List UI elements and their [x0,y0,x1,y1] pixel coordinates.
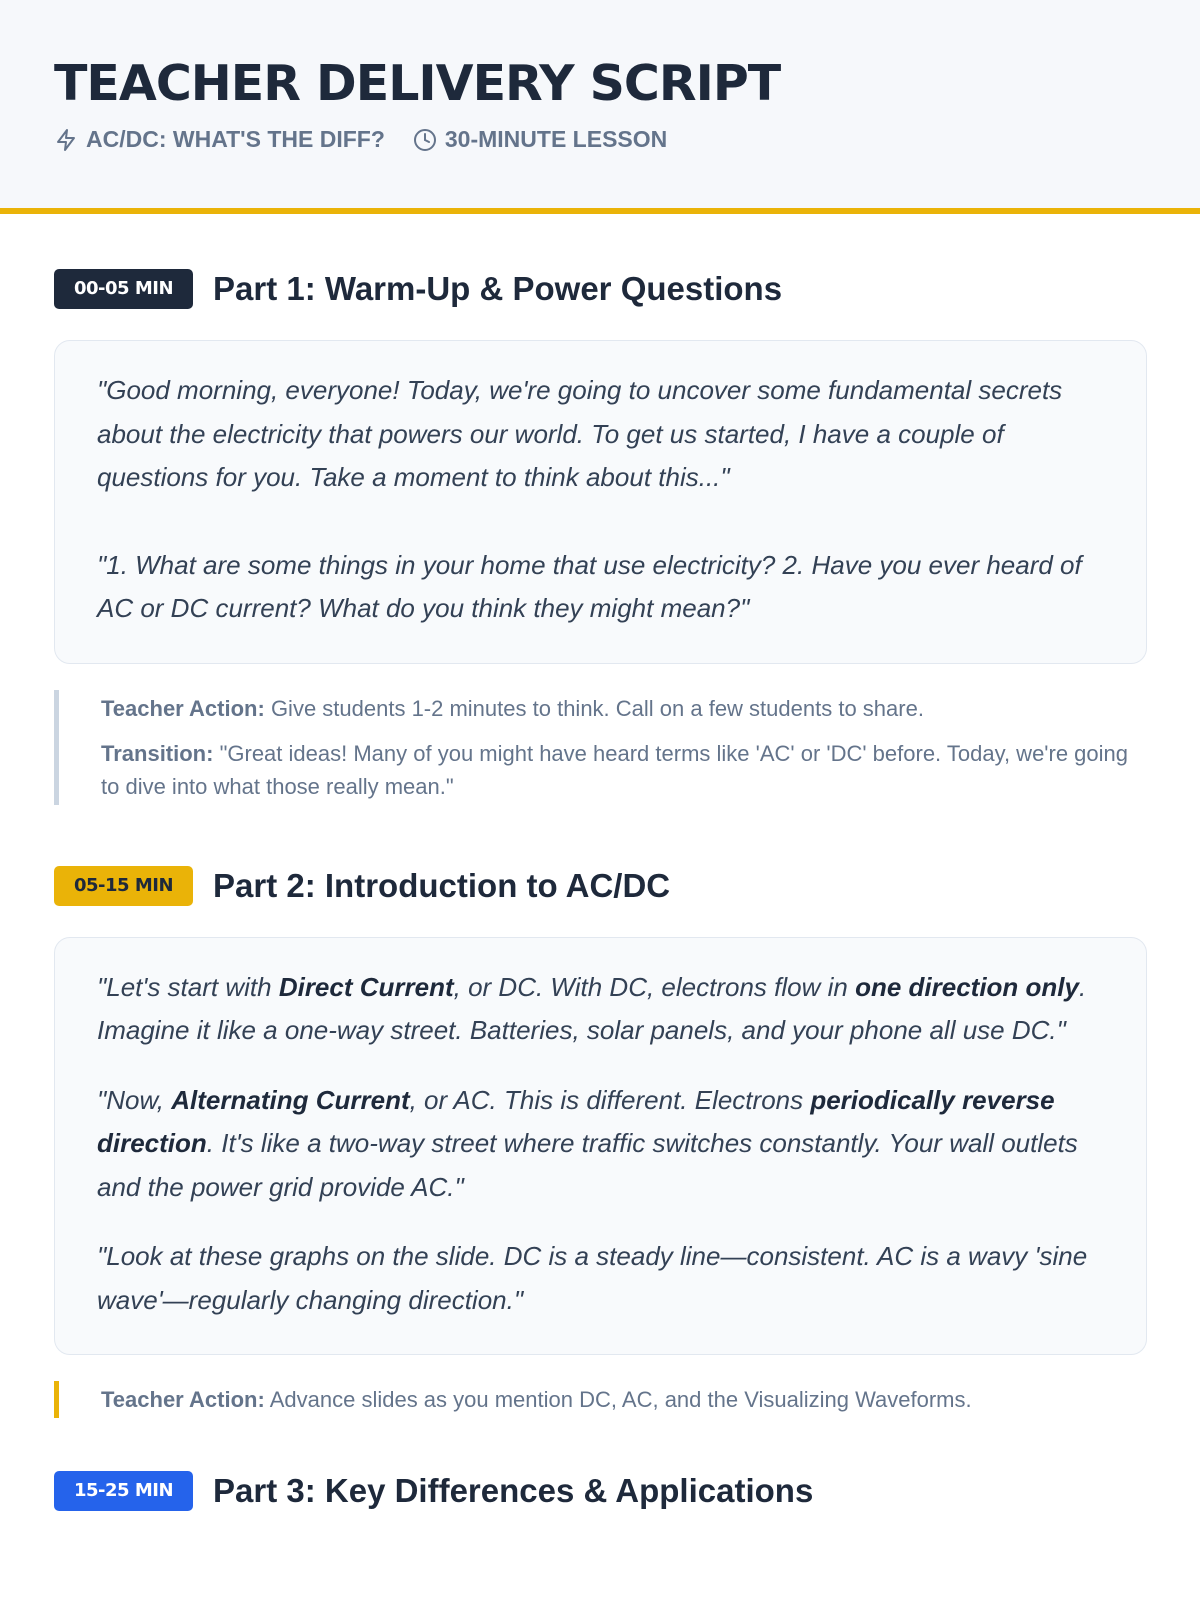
topic-meta [54,126,385,153]
teacher-action-label: Teacher Action: [101,1387,265,1412]
emphasis-one-direction: one direction only [855,971,1079,1002]
lesson-meta [54,126,1146,153]
section-title: Part 2: Introduction to AC/DC [213,866,671,904]
transition-note [101,737,1147,803]
teacher-action-text: Advance slides as you mention DC, AC, and the Visualizing Waveforms. [269,1387,972,1412]
page-header [0,0,1200,214]
section-title: Part 3: Key Differences & Applications [213,1472,814,1509]
script-content [0,214,1200,1512]
lightning-icon [54,128,78,152]
transition-label: Transition: [101,740,214,766]
script-paragraph: "Now, Alternating Current, or AC. This is different. Electrons periodically reverse direction. It's like a two-way street where traffic switches constantly. Your wall outlets and the power grid provide AC." [97,1084,1078,1202]
section-part-3 [54,1470,1147,1512]
script-paragraph: "Let's start with Direct Current, or DC. With DC, electrons flow in one direction only. Imagine it like a one-way street. Batteries, solar panels, and your phone all use DC." [97,971,1087,1045]
page-title: TEACHER DELIVERY SCRIPT [54,55,781,112]
topic-label: AC/DC: WHAT'S THE DIFF? [86,126,385,152]
clock-icon [413,128,437,152]
duration-meta [413,126,667,153]
time-badge: 00-05 MIN [54,269,193,309]
section-title: Part 1: Warm-Up & Power Questions [213,270,783,307]
script-box [54,937,1147,1356]
section-part-2 [54,865,1147,1419]
script-paragraph: "Look at these graphs on the slide. DC is a steady line—consistent. AC is a wavy 'sine wave'—regularly changing direction." [97,1241,1088,1315]
emphasis-reverse-direction: periodically reverse direction [97,1084,1055,1158]
time-badge: 05-15 MIN [54,866,193,906]
script-paragraph: "1. What are some things in your home that use electricity? 2. Have you ever heard of AC or DC current? What do you think they might mean?" [97,549,1082,623]
teacher-notes [54,690,1147,805]
section-header [54,1470,1147,1512]
transition-text: "Great ideas! Many of you might have heard terms like 'AC' or 'DC' before. Today, we're going to dive into what those really mean." [101,740,1129,799]
time-badge: 15-25 MIN [54,1471,193,1511]
teacher-action [101,1383,1147,1416]
term-alternating-current: Alternating Current [171,1084,410,1115]
teacher-action-text: Give students 1-2 minutes to think. Call on a few students to share. [270,695,924,721]
section-part-1 [54,268,1147,805]
teacher-action [101,692,1147,725]
teacher-notes [54,1381,1147,1418]
teacher-action-label: Teacher Action: [101,695,265,721]
section-header [54,865,1147,907]
script-paragraph: "Good morning, everyone! Today, we're going to uncover some fundamental secrets about the electricity that powers our world. To get us started, I have a couple of questions for you. Take a moment to think about this..." [97,375,1063,492]
script-box [54,340,1147,664]
term-direct-current: Direct Current [278,971,454,1002]
duration-label: 30-MINUTE LESSON [444,126,668,152]
section-header [54,268,1147,310]
